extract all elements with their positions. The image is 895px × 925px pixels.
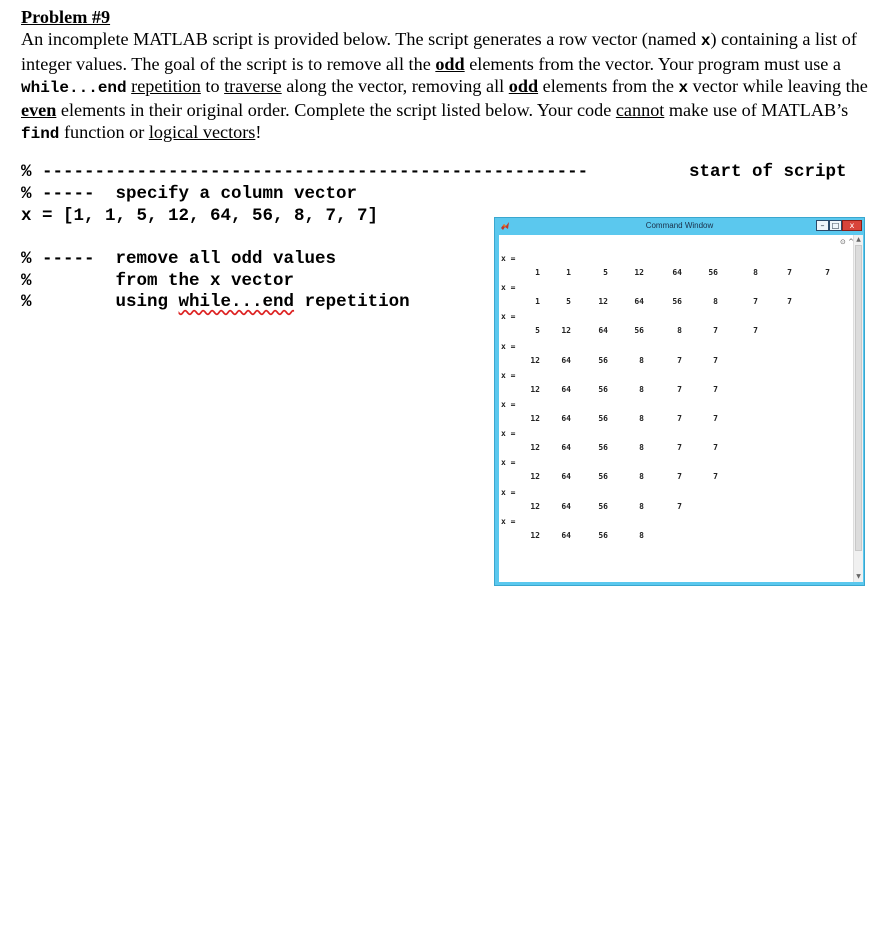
output-value: 7 — [713, 414, 718, 423]
output-value: 56 — [634, 326, 644, 336]
output-var-label: x = — [501, 254, 516, 263]
output-value: 7 — [713, 384, 718, 394]
output-value: 7 — [677, 414, 682, 423]
problem-title: Problem #9 — [21, 7, 111, 27]
output-value: 8 — [639, 501, 644, 511]
output-value: 56 — [598, 414, 608, 423]
output-var-label: x = — [501, 487, 516, 497]
output-value: 56 — [598, 384, 608, 394]
output-value: 56 — [672, 297, 682, 307]
output-value: 64 — [561, 530, 571, 540]
output-value: 7 — [713, 443, 718, 453]
output-value: 64 — [598, 326, 608, 336]
output-var-label: x = — [501, 370, 516, 380]
output-value: 64 — [561, 414, 571, 423]
output-value: 7 — [825, 268, 830, 277]
output-value: 7 — [713, 472, 718, 482]
problem-statement — [21, 6, 881, 146]
output-value: 5 — [566, 297, 571, 307]
output-value: 64 — [561, 355, 571, 365]
output-value: 8 — [639, 443, 644, 453]
script-line-start: % ---------------------------------------------------- — [21, 162, 589, 182]
output-value: 56 — [598, 472, 608, 482]
output-value: 8 — [639, 530, 644, 540]
output-value: 7 — [753, 326, 758, 336]
output-value: 8 — [639, 414, 644, 423]
output-value: 64 — [561, 443, 571, 453]
output-value: 7 — [787, 268, 792, 277]
output-value: 56 — [708, 268, 718, 277]
output-value: 8 — [677, 326, 682, 336]
output-value: 56 — [598, 501, 608, 511]
output-value: 7 — [713, 355, 718, 365]
script-line-remove: % ----- remove all odd values — [21, 249, 337, 269]
output-var-label: x = — [501, 429, 516, 439]
output-value: 1 — [535, 268, 540, 277]
script-line-from: % from the x vector — [21, 271, 295, 291]
output-value: 12 — [598, 297, 608, 307]
script-line-using: % using while...end repetition — [21, 292, 410, 312]
output-value: 8 — [639, 355, 644, 365]
output-var-label: x = — [501, 283, 516, 293]
output-value: 8 — [639, 384, 644, 394]
output-value: 7 — [677, 384, 682, 394]
output-value: 12 — [561, 326, 571, 336]
output-value: 64 — [672, 268, 682, 277]
output-value: 5 — [535, 326, 540, 336]
output-value: 64 — [634, 297, 644, 307]
command-output-pane[interactable] — [499, 235, 854, 582]
output-var-label: x = — [501, 458, 516, 468]
output-value: 7 — [677, 443, 682, 453]
output-var-label: x = — [501, 312, 516, 322]
script-line-vector: x = [1, 1, 5, 12, 64, 56, 8, 7, 7] — [21, 206, 379, 226]
output-var-label: x = — [501, 516, 516, 526]
close-button[interactable]: x — [842, 220, 862, 231]
output-value: 7 — [677, 472, 682, 482]
output-value: 1 — [535, 297, 540, 307]
output-value: 12 — [530, 355, 540, 365]
output-value: 7 — [787, 297, 792, 307]
output-value: 8 — [639, 472, 644, 482]
output-value: 12 — [530, 530, 540, 540]
output-value: 56 — [598, 355, 608, 365]
output-var-label: x = — [501, 400, 516, 409]
scroll-down-icon[interactable]: ▼ — [856, 573, 861, 580]
output-value: 1 — [566, 268, 571, 277]
output-value: 12 — [530, 472, 540, 482]
output-value: 7 — [677, 355, 682, 365]
output-value: 56 — [598, 443, 608, 453]
window-titlebar[interactable] — [495, 218, 864, 235]
script-start-label: start of script — [689, 162, 847, 182]
window-controls — [816, 220, 862, 231]
output-value: 7 — [677, 501, 682, 511]
output-value: 64 — [561, 501, 571, 511]
output-value: 64 — [561, 384, 571, 394]
output-value: 12 — [530, 384, 540, 394]
output-value: 7 — [713, 326, 718, 336]
output-value: 7 — [753, 297, 758, 307]
output-value: 12 — [530, 443, 540, 453]
script-line-specify: % ----- specify a column vector — [21, 184, 358, 204]
vertical-scrollbar[interactable] — [853, 235, 863, 582]
maximize-button[interactable]: □ — [829, 220, 842, 231]
output-value: 64 — [561, 472, 571, 482]
scrollbar-thumb[interactable] — [855, 245, 862, 551]
output-value: 12 — [634, 268, 644, 277]
minimize-button[interactable]: – — [816, 220, 829, 231]
command-window[interactable] — [494, 217, 865, 586]
output-value: 12 — [530, 414, 540, 423]
output-value: 12 — [530, 501, 540, 511]
output-value: 8 — [753, 268, 758, 277]
output-value: 56 — [598, 530, 608, 540]
output-var-label: x = — [501, 341, 516, 351]
window-title: Command Window — [645, 221, 714, 230]
output-value: 8 — [713, 297, 718, 307]
scroll-up-icon[interactable]: ▲ — [856, 236, 861, 243]
problem-paragraph: An incomplete MATLAB script is provided below. The script generates a row vector (named x) containing a list of integer values. The goal of the script is to remove all the odd elements from the vector. Your program must use a while...end repetition to traverse along the vector, removing all odd elements from the x vector while leaving the even elements in their original order. Complete the script listed below. Your code cannot make use of MATLAB’s find function or logical vectors! — [21, 29, 868, 144]
output-value: 5 — [603, 268, 608, 277]
window-actions-icon[interactable]: ⊙ ^ — [840, 238, 854, 246]
